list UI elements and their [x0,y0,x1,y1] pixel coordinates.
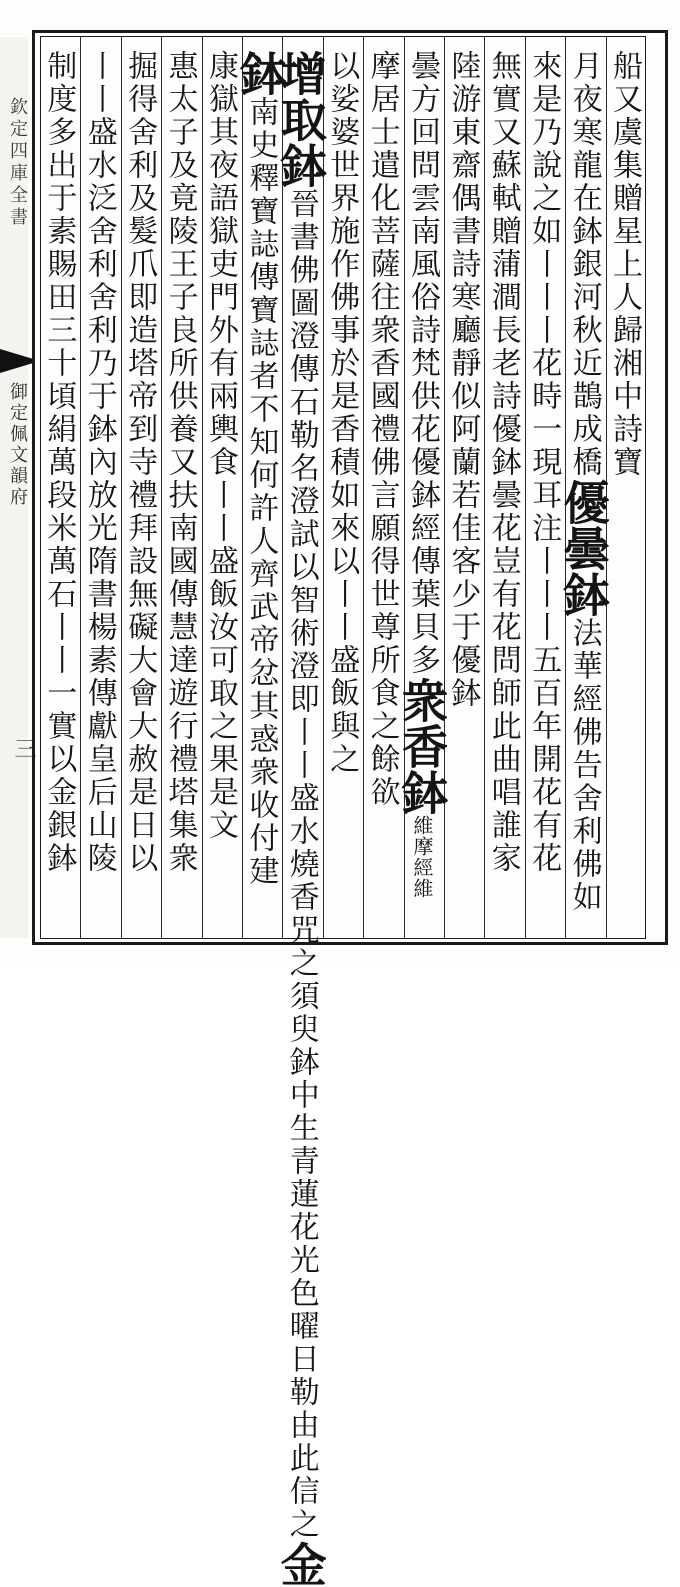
body-text: 法華經佛告舍利佛如 [566,617,602,914]
text-column [123,50,159,930]
entry-heading: 優曇鉢 [556,479,611,617]
body-text: 制度多出于素賜田三十頃絹萬段米萬石丨丨一實以金銀鉢 [41,50,77,875]
fishtail-marker [0,349,32,373]
text-column [204,50,240,930]
text-column [233,50,288,930]
body-text: 掘得舍利及髮爪即造塔帝到寺禮拜設無礙大會大赦是日以 [122,50,158,875]
body-text: 晉書佛圖澄傳石勒名澄試以智術澄即丨丨盛水燒 [283,188,319,881]
text-column [394,50,449,930]
book-spine [0,37,36,938]
body-text: 來是乃說之如丨丨丨花時一現耳注丨丨丨五百年開花有花 [526,50,562,875]
annotation-text: 維摩經維 [409,815,434,899]
text-column [446,50,482,930]
text-column [273,50,328,1587]
text-column [82,50,118,930]
text-column [163,50,199,930]
text-column [325,50,361,930]
text-column [527,50,563,930]
text-column [486,50,522,930]
text-column [365,50,401,930]
body-text: 康獄其夜語獄吏門外有兩輿食丨丨盛飯汝可取之果是文 [202,50,238,842]
book-label: 御定佩文韻府 [7,382,28,508]
body-text: 南史釋寶誌傳寶誌者不知何許人齊武帝忿其惑衆收付建 [243,96,279,888]
text-column [556,50,611,930]
body-text: 摩居士遣化菩薩往衆香國禮佛言願得世尊所食之餘欲 [364,50,400,809]
entry-heading: 金 [273,1541,328,1587]
page-number: 三 [11,737,36,759]
entry-heading: 增取鉢 [273,50,328,188]
body-text: 曇方回問雲南風俗詩梵供花優鉢經傳葉貝多 [404,50,440,677]
body-text: 丨丨盛水泛舍利舍利乃于鉢內放光隋書楊素傳獻皇后山陵 [81,50,117,875]
body-text: 以娑婆世界施作佛事於是香積如來以丨丨盛飯與之 [324,50,360,776]
entry-heading: 鉢 [233,50,288,96]
body-text: 香咒之須臾鉢中生青蓮花光色曜日勒由此信之 [283,881,319,1541]
spine-header: 欽定四庫全書 [7,97,28,229]
body-text: 無實又蘇軾贈蒲澗長老詩優鉢曇花豈有花問師此曲唱誰家 [485,50,521,875]
body-text: 月夜寒龍在鉢銀河秋近鵲成橋 [566,50,602,479]
text-column [42,50,78,930]
body-text: 惠太子及竟陵王子良所供養又扶南國傳慧達遊行禮塔集衆 [162,50,198,875]
text-column [608,50,644,930]
body-text: 船又虞集贈星上人歸湘中詩寶 [606,50,642,479]
body-text: 陸游東齋偶書詩寒廳靜似阿蘭若佳客少于優鉢 [445,50,481,710]
entry-heading: 衆香鉢 [394,677,449,815]
